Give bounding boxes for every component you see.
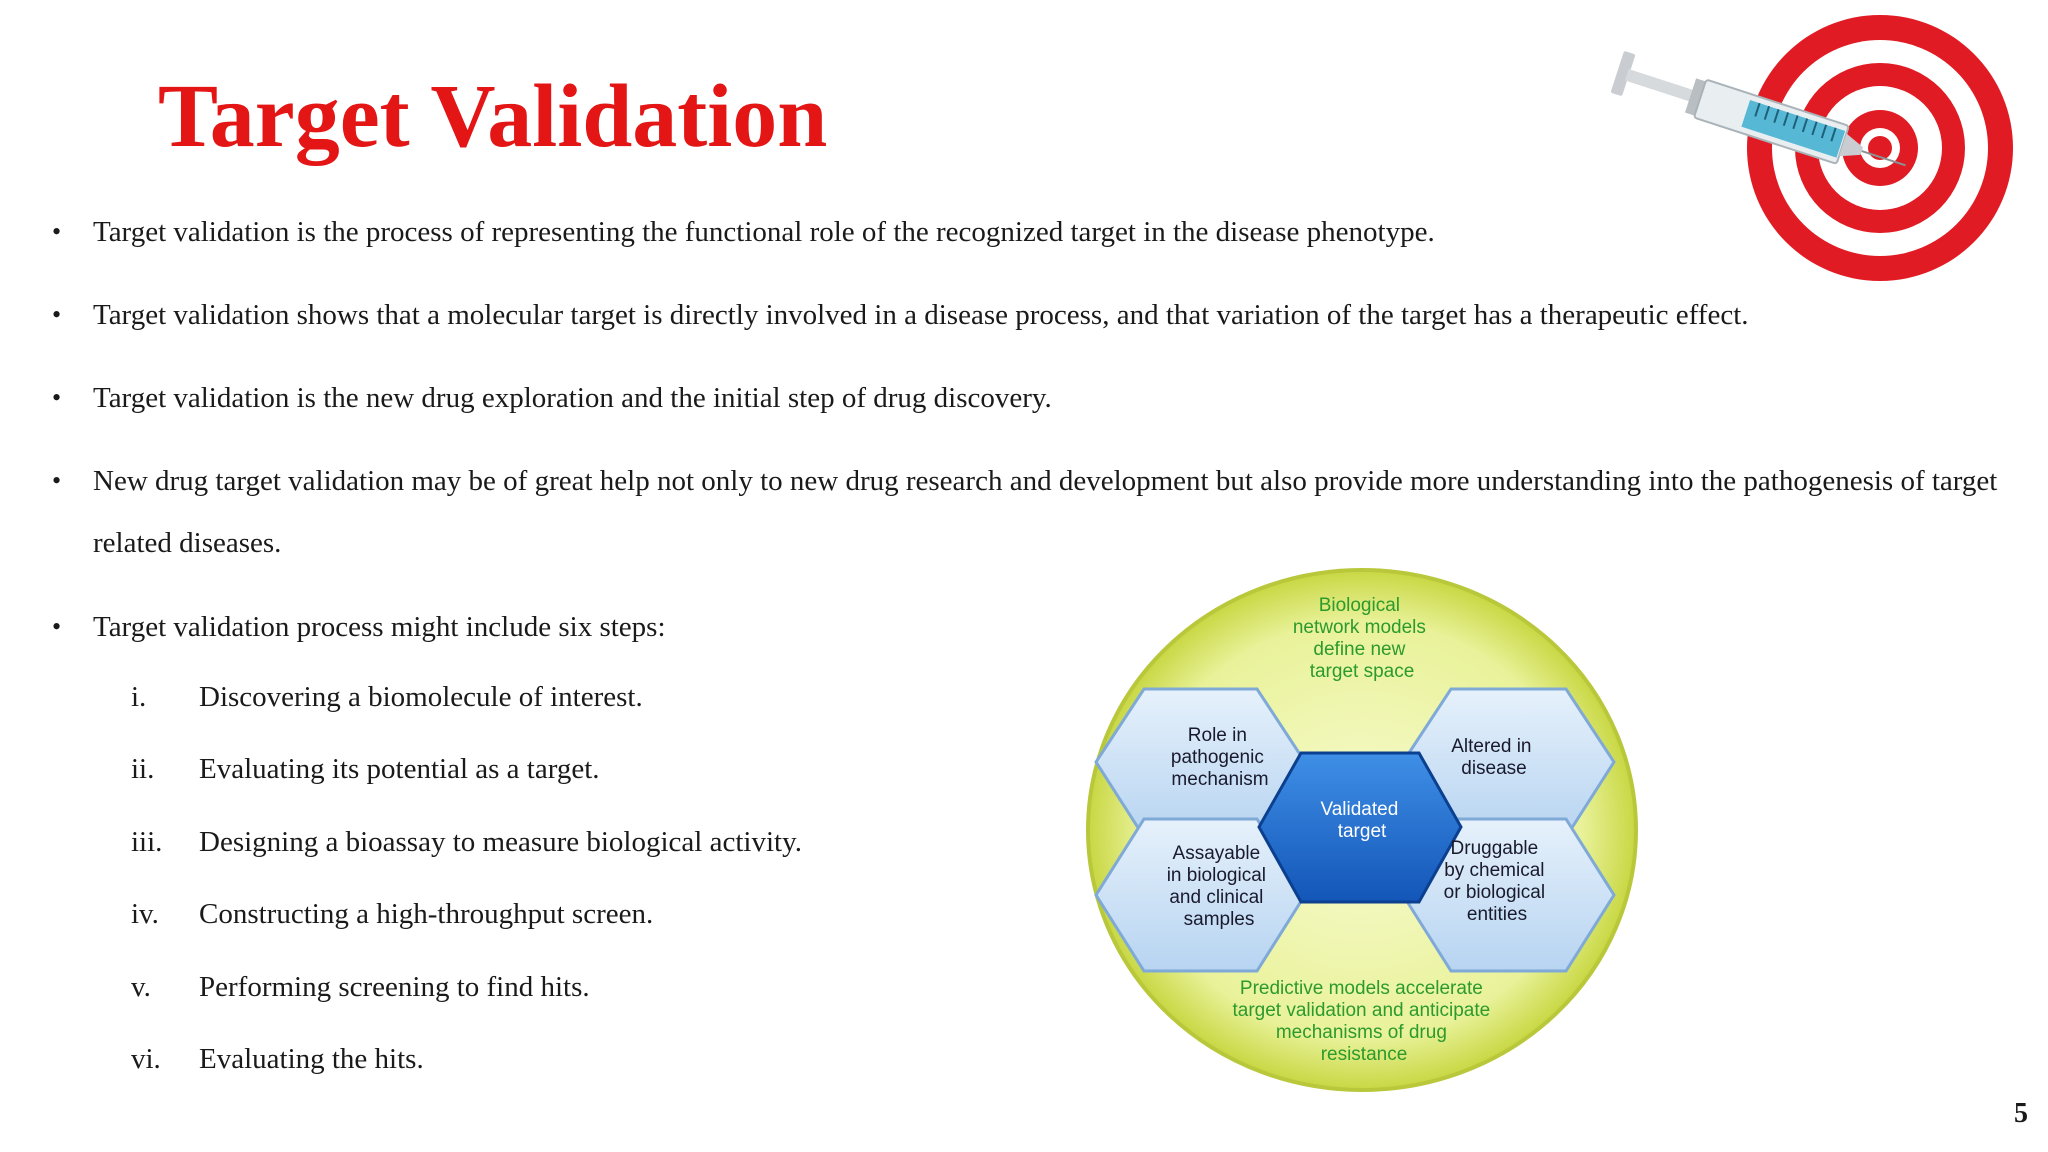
- hex-bottom-right-line: or biological: [1443, 882, 1546, 903]
- page-number: 5: [2014, 1098, 2028, 1129]
- bullet-text: Target validation process might include six steps:: [93, 611, 666, 643]
- step-number: vi.: [131, 1043, 161, 1075]
- hex-top-left-line: Role in: [1187, 725, 1247, 746]
- bullet-dot: •: [52, 217, 62, 246]
- diagram-bottom-line: mechanisms of drug: [1275, 1022, 1447, 1043]
- bullet-dot: •: [52, 300, 62, 329]
- hex-bottom-right-line: Druggable: [1450, 838, 1539, 859]
- bullet-dot: •: [52, 383, 62, 412]
- bullet-dot: •: [52, 466, 62, 495]
- center-line: target: [1337, 821, 1387, 842]
- hex-bottom-left-line: samples: [1183, 909, 1255, 930]
- step-text: Evaluating its potential as a target.: [199, 753, 600, 785]
- step-number: v.: [131, 971, 151, 1003]
- diagram-top-line: define new: [1313, 639, 1406, 660]
- svg-text:Altered in disease: [1451, 736, 1537, 779]
- bullet-text: Target validation shows that a molecular target is directly involved in a disease process, and that variation of the target has a therapeutic effect.: [93, 299, 1749, 331]
- step-number: iii.: [131, 826, 163, 858]
- step-text: Discovering a biomolecule of interest.: [199, 681, 643, 713]
- diagram-top-line: Biological: [1318, 595, 1401, 616]
- hex-top-right-line: disease: [1461, 758, 1527, 779]
- bullet-text: Target validation is the new drug exploration and the initial step of drug discovery.: [93, 382, 1052, 414]
- syringe-target-icon: [1595, 8, 2031, 288]
- hex-bottom-left-line: in biological: [1166, 865, 1267, 886]
- diagram-top-line: network models: [1292, 617, 1426, 638]
- hex-bottom-left-line: Assayable: [1172, 843, 1261, 864]
- step-number: ii.: [131, 753, 155, 785]
- step-text: Designing a bioassay to measure biological activity.: [199, 826, 802, 858]
- step-text: Evaluating the hits.: [199, 1043, 424, 1075]
- hex-top-right-line: Altered in: [1451, 736, 1532, 757]
- hex-bottom-right-line: entities: [1466, 904, 1528, 925]
- step-number: i.: [131, 681, 147, 713]
- step-text: Performing screening to find hits.: [199, 971, 590, 1003]
- diagram-bottom-line: target validation and anticipate: [1232, 1000, 1491, 1021]
- hex-bottom-left-line: and clinical: [1169, 887, 1264, 908]
- bullet-text: Target validation is the process of representing the functional role of the recognized target in the disease phenotype.: [93, 216, 1435, 248]
- diagram-top-line: target space: [1309, 661, 1415, 682]
- hex-bottom-right-line: by chemical: [1444, 860, 1545, 881]
- hex-top-left-line: mechanism: [1171, 769, 1269, 790]
- target-validation-diagram: [1080, 562, 1648, 1094]
- step-text: Constructing a high-throughput screen.: [199, 898, 654, 930]
- diagram-bottom-line: resistance: [1320, 1044, 1408, 1065]
- step-number: iv.: [131, 898, 159, 930]
- hex-top-left-line: pathogenic: [1170, 747, 1264, 768]
- bullet-text: New drug target validation may be of great help not only to new drug research and development but also provide more understanding into the pathogenesis of target related diseases.: [93, 465, 1998, 559]
- center-line: Validated: [1320, 799, 1399, 820]
- slide-title: Target Validation: [158, 67, 828, 166]
- diagram-bottom-line: Predictive models accelerate: [1239, 978, 1483, 999]
- bullet-dot: •: [52, 612, 62, 641]
